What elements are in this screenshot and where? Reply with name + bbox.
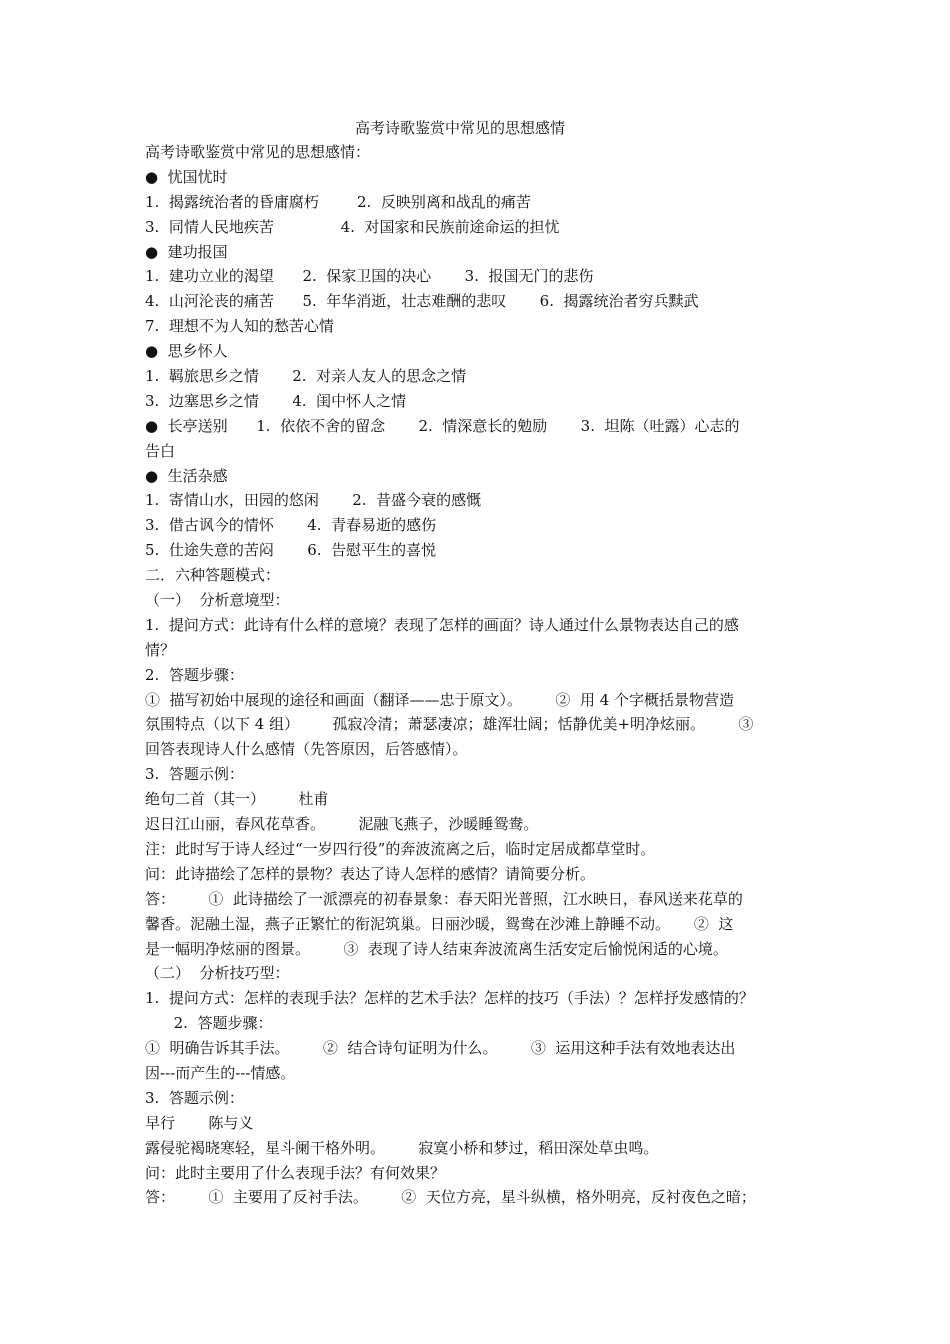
text-line: 答： ① 此诗描绘了一派漂亮的初春景象：春天阳光普照，江水映日，春风送来花草的 [145,889,743,908]
text-line: 3. 同情人民地疾苦 4. 对国家和民族前途命运的担忧 [145,217,560,236]
text-line: ① 描写初始中展现的途径和画面（翻译——忠于原文）。 ② 用 4 个字概括景物营造 [145,690,735,709]
text-line: 2. 答题步骤： [145,665,244,684]
document-title: 高考诗歌鉴赏中常见的思想感情 [354,119,565,137]
text-line: 1. 建功立业的渴望 2. 保家卫国的决心 3. 报国无门的悲伤 [145,267,594,286]
text-line: 注：此时写于诗人经过“一岁四行役”的奔波流离之后，临时定居成都草堂时。 [145,839,656,858]
text-line: 7. 理想不为人知的愁苦心情 [145,317,334,336]
text-line: 早行 陈与义 [145,1113,254,1132]
document-body [145,116,815,1210]
text-line: 3. 答题示例： [145,765,244,784]
text-line: ● 思乡怀人 [145,342,228,361]
text-line: 迟日江山丽，春风花草香。 泥融飞燕子，沙暖睡鸳鸯。 [145,815,539,834]
text-line: 5. 仕途失意的苦闷 6. 告慰平生的喜悦 [145,541,437,560]
text-line: 是一幅明净炫丽的图景。 ③ 表现了诗人结束奔波流离生活安定后愉悦闲适的心境。 [145,939,728,958]
document-lines [145,140,815,1210]
text-line: 露侵驼褐晓寒轻，星斗阑干格外明。 寂寞小桥和梦过，稻田深处草虫鸣。 [145,1138,659,1157]
text-line: ● 忧国忧时 [145,167,228,186]
text-line: ● 长亭送别 1. 依依不舍的留念 2. 情深意长的勉励 3. 坦陈（吐露）心志的 [145,416,740,435]
text-line: （二） 分析技巧型： [145,964,290,983]
text-line: 问：此诗描绘了怎样的景物？表达了诗人怎样的感情？请简要分析。 [145,864,596,883]
text-line: 3. 边塞思乡之情 4. 闺中怀人之情 [145,391,407,410]
text-line: 1. 提问方式：此诗有什么样的意境？表现了怎样的画面？诗人通过什么景物表达自己的感 [145,615,739,634]
text-line: 情？ [145,640,176,659]
text-line: 1. 揭露统治者的昏庸腐朽 2. 反映别离和战乱的痛苦 [145,192,531,211]
text-line: （一） 分析意境型： [145,591,290,610]
text-line: 告白 [145,441,176,460]
text-line: 3. 答题示例： [145,1088,244,1107]
text-line: 问：此时主要用了什么表现手法？有何效果？ [145,1163,446,1182]
text-line: 二．六种答题模式： [145,566,281,585]
text-line: 1. 提问方式：怎样的表现手法？怎样的艺术手法？怎样的技巧（手法）？怎样抒发感情的？ [145,989,754,1008]
text-line: 2. 答题步骤： [145,1014,273,1033]
text-line: 因---而产生的---情感。 [145,1063,296,1082]
text-line: 答： ① 主要用了反衬手法。 ② 天位方亮，星斗纵横，格外明亮，反衬夜色之暗； [145,1188,756,1207]
text-line: 3. 借古讽今的情怀 4. 青春易逝的感伤 [145,516,437,535]
text-line: 馨香。泥融土湿，燕子正繁忙的衔泥筑巢。日丽沙暖，鸳鸯在沙滩上静睡不动。 ② 这 [145,914,734,933]
text-line: 回答表现诗人什么感情（先答原因，后答感情）。 [145,740,468,759]
text-line: 高考诗歌鉴赏中常见的思想感情： [145,143,371,161]
text-line: 氛围特点（以下 4 组） 孤寂冷清；萧瑟凄凉；雄浑壮阔；恬静优美+明净炫丽。 ③ [145,715,754,734]
text-line: ● 建功报国 [145,242,228,261]
text-line: 4. 山河沦丧的痛苦 5. 年华消逝，壮志难酬的悲叹 6. 揭露统治者穷兵黩武 [145,292,699,311]
text-line: 1. 羁旅思乡之情 2. 对亲人友人的思念之情 [145,367,467,386]
text-line: ① 明确告诉其手法。 ② 结合诗句证明为什么。 ③ 运用这种手法有效地表达出 [145,1039,736,1058]
text-line: 绝句二首（其一） 杜甫 [145,790,329,809]
text-line: 1. 寄情山水，田园的悠闲 2. 昔盛今衰的感慨 [145,491,482,510]
text-line: ● 生活杂感 [145,466,228,485]
